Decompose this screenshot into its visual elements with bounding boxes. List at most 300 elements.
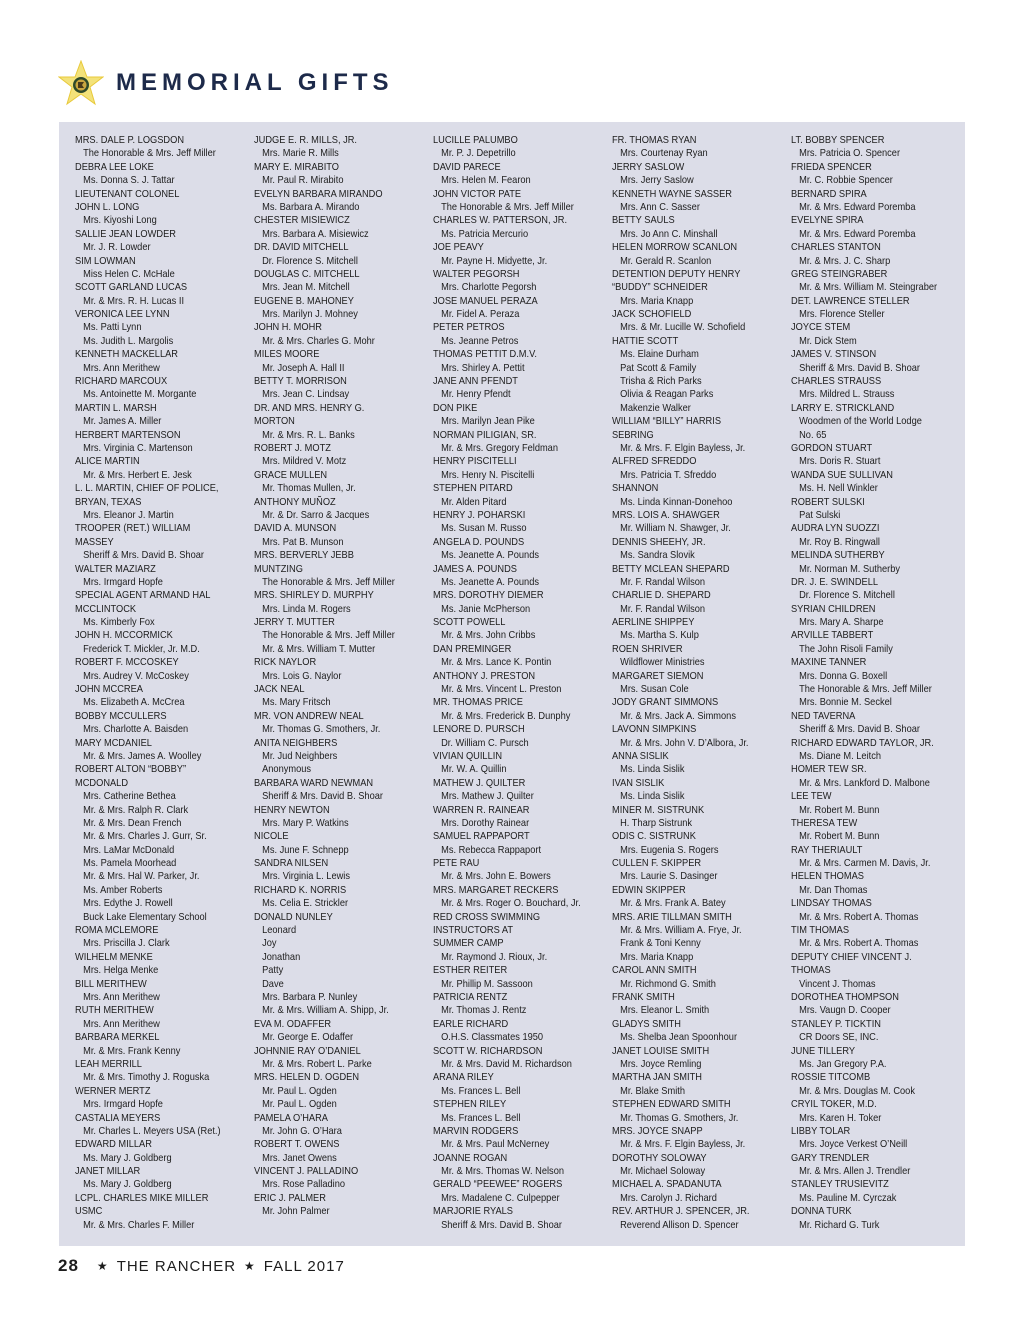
honoree-name: EVA M. ODAFFER bbox=[254, 1018, 332, 1030]
honoree-name: CRYIL TOKER, M.D. bbox=[791, 1099, 877, 1111]
donor-name: Patty bbox=[262, 965, 284, 977]
honoree-name: DENNIS SHEEHY, JR. bbox=[612, 536, 706, 548]
donor-name: Mr. Roy B. Ringwall bbox=[799, 536, 880, 548]
honoree-name: JACK SCHOFIELD bbox=[612, 309, 692, 321]
honoree-name: PAMELA O’HARA bbox=[254, 1112, 328, 1124]
donor-name: Mr. Jud Neighbers bbox=[262, 750, 338, 762]
honoree-name: JERRY SASLOW bbox=[612, 161, 685, 173]
honoree-name: SIM LOWMAN bbox=[75, 255, 136, 267]
honoree-name: MUNTZING bbox=[254, 563, 303, 575]
honoree-name: RICHARD K. NORRIS bbox=[254, 884, 347, 896]
honoree-name: GRACE MULLEN bbox=[254, 469, 328, 481]
honoree-name: MRS. DALE P. LOGSDON bbox=[75, 135, 185, 146]
honoree-name: DONALD NUNLEY bbox=[254, 911, 333, 923]
honoree-name: STEPHEN RILEY bbox=[433, 1099, 507, 1111]
donor-name: Ms. Martha S. Kulp bbox=[620, 630, 699, 642]
donor-name: Mr. & Dr. Sarro & Jacques bbox=[262, 509, 370, 521]
honoree-name: ANNA SISLIK bbox=[612, 750, 669, 762]
honoree-name: BARBARA WARD NEWMAN bbox=[254, 777, 374, 789]
honoree-name: MARY MCDANIEL bbox=[75, 737, 152, 749]
honoree-name: MRS. LOIS A. SHAWGER bbox=[612, 509, 720, 521]
column-1 bbox=[75, 134, 237, 1232]
honoree-name: GERALD “PEEWEE” ROGERS bbox=[433, 1179, 563, 1191]
donor-name: Mrs. Jo Ann C. Minshall bbox=[620, 228, 718, 240]
donor-name: Mr. George E. Odaffer bbox=[262, 1032, 354, 1044]
donor-name: Mrs. Eleanor J. Martin bbox=[83, 509, 174, 521]
honoree-name: JANE ANN PFENDT bbox=[433, 376, 518, 388]
honoree-name: STANLEY P. TICKTIN bbox=[791, 1018, 881, 1030]
donor-name: Mr. F. Randal Wilson bbox=[620, 603, 706, 615]
donor-name: Mr. & Mrs. Edward Poremba bbox=[799, 228, 916, 240]
honoree-name: DR. DAVID MITCHELL bbox=[254, 242, 349, 254]
donor-name: Mr. William N. Shawger, Jr. bbox=[620, 523, 731, 535]
donor-name: Mrs. Mary P. Watkins bbox=[262, 817, 349, 829]
honoree-name: CHESTER MISIEWICZ bbox=[254, 215, 350, 227]
donor-name: Ms. Donna S. J. Tattar bbox=[83, 175, 175, 187]
honoree-name: EDWIN SKIPPER bbox=[612, 884, 686, 896]
donor-name: Mr. Robert M. Bunn bbox=[799, 804, 880, 816]
donor-name: Mrs. Jean M. Mitchell bbox=[262, 282, 350, 294]
honoree-name: ODIS C. SISTRUNK bbox=[612, 831, 696, 843]
honoree-name: SAMUEL RAPPAPORT bbox=[433, 831, 530, 843]
donor-name: Sheriff & Mrs. David B. Shoar bbox=[83, 550, 204, 562]
donor-name: The Honorable & Mrs. Jeff Miller bbox=[799, 684, 932, 696]
donor-name: Dr. William C. Pursch bbox=[441, 737, 529, 749]
honoree-name: ROBERT SULSKI bbox=[791, 496, 865, 508]
donor-name: Mrs. Joyce Verkest O’Neill bbox=[799, 1139, 908, 1151]
donor-name: Ms. Jeanette A. Pounds bbox=[441, 550, 539, 562]
donor-name: Mr. & Mrs. R. L. Banks bbox=[262, 429, 355, 441]
honoree-name: CAROL ANN SMITH bbox=[612, 965, 697, 977]
donor-name: Mr. James A. Miller bbox=[83, 416, 162, 428]
donor-name: Ms. Frances L. Bell bbox=[441, 1085, 521, 1097]
donor-name: Mr. Blake Smith bbox=[620, 1085, 685, 1097]
donor-name: Mr. Dan Thomas bbox=[799, 884, 868, 896]
honoree-name: MARTHA JAN SMITH bbox=[612, 1072, 702, 1084]
honoree-name: MRS. BERVERLY JEBB bbox=[254, 550, 354, 562]
donor-name: Ms. Jeanette A. Pounds bbox=[441, 576, 539, 588]
donor-name: Makenzie Walker bbox=[620, 402, 691, 414]
donor-name: Jonathan bbox=[262, 951, 301, 963]
donor-name: Mrs. Maria Knapp bbox=[620, 951, 694, 963]
honoree-name: BETTY MCLEAN SHEPARD bbox=[612, 563, 730, 575]
honoree-name: HELEN MORROW SCANLON bbox=[612, 242, 738, 254]
donor-name: Mr. Richard G. Turk bbox=[799, 1219, 880, 1231]
donor-name: Mrs. Eugenia S. Rogers bbox=[620, 844, 719, 856]
donor-name: Sheriff & Mrs. David B. Shoar bbox=[799, 362, 920, 374]
honoree-name: DETENTION DEPUTY HENRY bbox=[612, 268, 741, 280]
honoree-name: ARANA RILEY bbox=[433, 1072, 494, 1084]
donor-name: The Honorable & Mrs. Jeff Miller bbox=[262, 630, 395, 642]
honoree-name: GARY TRENDLER bbox=[791, 1152, 870, 1164]
donor-name: Dr. Florence S. Mitchell bbox=[799, 590, 895, 602]
donor-name: Mrs. Marilyn Jean Pike bbox=[441, 416, 535, 428]
donor-name: Mrs. Vaugn D. Cooper bbox=[799, 1005, 891, 1017]
honoree-name: FRANK SMITH bbox=[612, 992, 675, 1003]
honoree-name: MAXINE TANNER bbox=[791, 657, 867, 669]
honoree-name: WANDA SUE SULLIVAN bbox=[791, 469, 893, 481]
column-4 bbox=[612, 134, 765, 1232]
honoree-name: STEPHEN EDWARD SMITH bbox=[612, 1099, 731, 1111]
donor-name: Mrs. Priscilla J. Clark bbox=[83, 938, 170, 950]
honoree-name: SHANNON bbox=[612, 483, 659, 495]
donor-name: Mrs. Charlotte Pegorsh bbox=[441, 282, 537, 294]
honoree-name: LIBBY TOLAR bbox=[791, 1125, 851, 1137]
honoree-name: AUDRA LYN SUOZZI bbox=[791, 523, 880, 535]
donor-name: Ms. Jeanne Petros bbox=[441, 335, 519, 347]
honoree-name: JACK NEAL bbox=[254, 684, 305, 696]
honoree-name: STEPHEN PITARD bbox=[433, 483, 513, 495]
honoree-name: DOROTHY SOLOWAY bbox=[612, 1152, 707, 1164]
donor-name: Mrs. LaMar McDonald bbox=[83, 844, 175, 856]
donor-name: Mr. & Mrs. Robert A. Thomas bbox=[799, 911, 919, 923]
honoree-name: LAVONN SIMPKINS bbox=[612, 724, 697, 736]
honoree-name: ROMA MCLEMORE bbox=[75, 925, 159, 937]
donor-name: Mr. Thomas Mullen, Jr. bbox=[262, 483, 356, 495]
honoree-name: JOHN MCCREA bbox=[75, 684, 143, 696]
honoree-name: EVELYNE SPIRA bbox=[791, 215, 864, 227]
donor-name: Mrs. Ann Merithew bbox=[83, 362, 160, 374]
donor-name: Mr. & Mrs. Gregory Feldman bbox=[441, 442, 559, 454]
honoree-name: CHARLIE D. SHEPARD bbox=[612, 590, 711, 602]
donor-name: Mr. Thomas J. Rentz bbox=[441, 1005, 527, 1017]
donor-name: Ms. Celia E. Strickler bbox=[262, 898, 349, 910]
donor-name: Mr. & Mrs. William T. Mutter bbox=[262, 643, 376, 655]
honoree-name: LT. BOBBY SPENCER bbox=[791, 135, 885, 146]
donor-name: Mrs. Bonnie M. Seckel bbox=[799, 697, 892, 709]
honoree-name: BERNARD SPIRA bbox=[791, 188, 867, 200]
honoree-name: MICHAEL A. SPADANUTA bbox=[612, 1179, 722, 1191]
donor-name: Dr. Florence S. Mitchell bbox=[262, 255, 358, 267]
donor-name: Mrs. Courtenay Ryan bbox=[620, 148, 708, 160]
honoree-name: LCPL. CHARLES MIKE MILLER bbox=[75, 1192, 209, 1204]
donor-name: Mrs. Patricia T. Sfreddo bbox=[620, 469, 717, 481]
donor-name: Woodmen of the World Lodge bbox=[799, 416, 922, 428]
donor-name: The Honorable & Mrs. Jeff Miller bbox=[262, 576, 395, 588]
donor-name: The John Risoli Family bbox=[799, 643, 893, 655]
donor-name: Mrs. Linda M. Rogers bbox=[262, 603, 351, 615]
honoree-name: REV. ARTHUR J. SPENCER, JR. bbox=[612, 1206, 750, 1218]
honoree-name: DAN PREMINGER bbox=[433, 643, 512, 655]
donor-name: Mr. & Mrs. Robert A. Thomas bbox=[799, 938, 919, 950]
honoree-name: HENRY NEWTON bbox=[254, 804, 330, 816]
donor-name: Mr. & Mrs. William M. Steingraber bbox=[799, 282, 938, 294]
donor-name: Mr. Alden Pitard bbox=[441, 496, 507, 508]
donor-name: Mrs. Florence Steller bbox=[799, 309, 885, 321]
donor-name: Mr. John Palmer bbox=[262, 1206, 330, 1218]
texas-star-badge-icon bbox=[58, 60, 104, 106]
donor-name: Mr. P. J. Depetrillo bbox=[441, 148, 516, 160]
donor-name: Mr. W. A. Quillin bbox=[441, 764, 507, 776]
honoree-name: PETE RAU bbox=[433, 858, 480, 870]
honoree-name: HATTIE SCOTT bbox=[612, 335, 679, 347]
honoree-name: ROBERT ALTON “BOBBY” bbox=[75, 764, 187, 776]
donor-name: Mr. & Mrs. Frederick B. Dunphy bbox=[441, 710, 571, 722]
honoree-name: BETTY SAULS bbox=[612, 215, 675, 227]
donor-name: Mrs. Mildred L. Strauss bbox=[799, 389, 895, 401]
donor-name: Mrs. Audrey V. McCoskey bbox=[83, 670, 189, 682]
donor-name: Mr. & Mrs. William A. Frye, Jr. bbox=[620, 925, 742, 937]
honoree-name: KENNETH MACKELLAR bbox=[75, 349, 178, 361]
donor-name: Mrs. Mathew J. Quilter bbox=[441, 791, 534, 803]
donor-name: Mr. & Mrs. Lankford D. Malbone bbox=[799, 777, 930, 789]
donor-name: Mrs. Irmgard Hopfe bbox=[83, 576, 163, 588]
honoree-name: ANTHONY MUÑOZ bbox=[254, 496, 336, 508]
honoree-name: MARTIN L. MARSH bbox=[75, 402, 157, 414]
donor-name: Frank & Toni Kenny bbox=[620, 938, 701, 950]
donor-name: Mrs. Jerry Saslow bbox=[620, 175, 694, 187]
donor-name: Mr. & Mrs. Thomas W. Nelson bbox=[441, 1166, 565, 1178]
honoree-name: SANDRA NILSEN bbox=[254, 858, 329, 870]
honoree-name: HELEN THOMAS bbox=[791, 871, 864, 883]
honoree-name: ERIC J. PALMER bbox=[254, 1192, 326, 1204]
honoree-name: JANET LOUISE SMITH bbox=[612, 1045, 710, 1057]
honoree-name: EUGENE B. MAHONEY bbox=[254, 295, 354, 307]
donor-name: Ms. Linda Sislik bbox=[620, 764, 685, 776]
donor-name: Mr. & Mrs. David M. Richardson bbox=[441, 1058, 572, 1070]
honoree-name: MASSEY bbox=[75, 536, 114, 548]
donor-name: Mrs. Doris R. Stuart bbox=[799, 456, 881, 468]
donor-name: Mrs. Donna G. Boxell bbox=[799, 670, 888, 682]
donor-name: Mr. Paul L. Ogden bbox=[262, 1085, 337, 1097]
donor-name: Mr. & Mrs. Charles J. Gurr, Sr. bbox=[83, 831, 207, 843]
donor-name: Mrs. Rose Palladino bbox=[262, 1179, 346, 1191]
honoree-name: DOUGLAS C. MITCHELL bbox=[254, 268, 360, 280]
honoree-name: JOSE MANUEL PERAZA bbox=[433, 295, 538, 307]
donor-name: Ms. Barbara A. Mirando bbox=[262, 201, 360, 213]
donor-name: Mr. & Mrs. Allen J. Trendler bbox=[799, 1166, 911, 1178]
honoree-name: CHARLES STRAUSS bbox=[791, 376, 882, 388]
donor-name: Mr. Norman M. Sutherby bbox=[799, 563, 901, 575]
honoree-name: L. L. MARTIN, CHIEF OF POLICE, bbox=[75, 483, 219, 495]
donor-name: Mrs. Ann C. Sasser bbox=[620, 201, 700, 213]
honoree-name: MCDONALD bbox=[75, 777, 129, 789]
donor-name: Mr. Fidel A. Peraza bbox=[441, 309, 520, 321]
honoree-name: EVELYN BARBARA MIRANDO bbox=[254, 188, 383, 200]
donor-name: Mr. Raymond J. Rioux, Jr. bbox=[441, 951, 548, 963]
donor-name: Mr. & Mrs. Douglas M. Cook bbox=[799, 1085, 915, 1097]
honoree-name: JODY GRANT SIMMONS bbox=[612, 697, 719, 709]
donor-name: Mr. & Mrs. Charles F. Miller bbox=[83, 1219, 195, 1231]
honoree-name: DR. J. E. SWINDELL bbox=[791, 576, 879, 588]
honoree-name: HENRY J. POHARSKI bbox=[433, 509, 526, 521]
honoree-name: AERLINE SHIPPEY bbox=[612, 617, 695, 629]
honoree-name: MORTON bbox=[254, 416, 295, 428]
donor-name: Mrs. Lois G. Naylor bbox=[262, 670, 342, 682]
donor-name: Mr. J. R. Lowder bbox=[83, 242, 151, 254]
donor-name: Mr. Joseph A. Hall II bbox=[262, 362, 345, 374]
honoree-name: SUMMER CAMP bbox=[433, 938, 504, 950]
honoree-name: STANLEY TRUSIEVITZ bbox=[791, 1179, 889, 1191]
donor-name: Mr. John G. O’Hara bbox=[262, 1125, 342, 1137]
donor-name: CR Doors SE, INC. bbox=[799, 1032, 879, 1044]
honoree-name: SCOTT POWELL bbox=[433, 617, 506, 629]
honoree-name: MATHEW J. QUILTER bbox=[433, 777, 526, 789]
donor-name: Mrs. Kiyoshi Long bbox=[83, 215, 157, 227]
honoree-name: ALFRED SFREDDO bbox=[612, 456, 697, 468]
honoree-name: VINCENT J. PALLADINO bbox=[254, 1166, 359, 1178]
donor-name: Mr. & Mrs. John V. D’Albora, Jr. bbox=[620, 737, 749, 749]
honoree-name: MARVIN RODGERS bbox=[433, 1125, 519, 1137]
honoree-name: FR. THOMAS RYAN bbox=[612, 135, 697, 146]
honoree-name: MRS. JOYCE SNAPP bbox=[612, 1125, 703, 1137]
honoree-name: IVAN SISLIK bbox=[612, 777, 665, 789]
donor-name: Mr. & Mrs. Charles G. Mohr bbox=[262, 335, 375, 347]
honoree-name: EDWARD MILLAR bbox=[75, 1139, 152, 1151]
honoree-name: KENNETH WAYNE SASSER bbox=[612, 188, 732, 200]
honoree-name: JOHN H. MCCORMICK bbox=[75, 630, 173, 642]
donor-name: Mr. & Mrs. Ralph R. Clark bbox=[83, 804, 189, 816]
honoree-name: LINDSAY THOMAS bbox=[791, 898, 872, 910]
honoree-name: NORMAN PILIGIAN, SR. bbox=[433, 429, 537, 441]
honoree-name: DAVID A. MUNSON bbox=[254, 523, 337, 535]
donor-name: Mr. Richmond G. Smith bbox=[620, 978, 716, 990]
honoree-name: ROBERT T. OWENS bbox=[254, 1139, 340, 1151]
honoree-name: VERONICA LEE LYNN bbox=[75, 309, 170, 321]
honoree-name: GLADYS SMITH bbox=[612, 1018, 682, 1030]
honoree-name: HOMER TEW SR. bbox=[791, 764, 867, 776]
donor-name: Mrs. Virginia L. Lewis bbox=[262, 871, 351, 883]
donor-name: Mrs. Henry N. Piscitelli bbox=[441, 469, 535, 481]
honoree-name: NICOLE bbox=[254, 831, 289, 843]
page-title: MEMORIAL GIFTS bbox=[116, 69, 394, 96]
donor-name: Pat Sulski bbox=[799, 509, 841, 521]
honoree-name: RED CROSS SWIMMING bbox=[433, 911, 541, 923]
donor-name: Mr. & Mrs. Robert L. Parke bbox=[262, 1058, 372, 1070]
honoree-name: ROEN SHRIVER bbox=[612, 643, 683, 655]
donor-name: Mrs. Patricia O. Spencer bbox=[799, 148, 901, 160]
honoree-name: MILES MOORE bbox=[254, 349, 320, 361]
honoree-name: ALICE MARTIN bbox=[75, 456, 140, 468]
donor-name: Frederick T. Mickler, Jr. M.D. bbox=[83, 643, 200, 655]
issue-label: FALL 2017 bbox=[263, 1257, 345, 1275]
honoree-name: GORDON STUART bbox=[791, 442, 873, 454]
donor-name: Ms. Janie McPherson bbox=[441, 603, 531, 615]
donor-name: No. 65 bbox=[799, 429, 827, 441]
donor-name: Mrs. Barbara P. Nunley bbox=[262, 992, 358, 1003]
donor-name: O.H.S. Classmates 1950 bbox=[441, 1032, 544, 1044]
donor-name: Mrs. Ann Merithew bbox=[83, 1018, 160, 1030]
honoree-name: RAY THERIAULT bbox=[791, 844, 863, 856]
column-2 bbox=[254, 134, 410, 1219]
donor-name: Ms. Frances L. Bell bbox=[441, 1112, 521, 1124]
honoree-name: WARREN R. RAINEAR bbox=[433, 804, 530, 816]
donor-name: Vincent J. Thomas bbox=[799, 978, 876, 990]
donor-name: Ms. Pauline M. Cyrczak bbox=[799, 1192, 897, 1204]
donor-name: Mrs. Janet Owens bbox=[262, 1152, 337, 1164]
honoree-name: PETER PETROS bbox=[433, 322, 505, 334]
honoree-name: JERRY T. MUTTER bbox=[254, 617, 335, 629]
donor-name: Ms. Sandra Slovik bbox=[620, 550, 695, 562]
page-number: 28 bbox=[58, 1256, 79, 1275]
donor-name: Sheriff & Mrs. David B. Shoar bbox=[799, 724, 920, 736]
donor-name: Mr. & Mrs. Jack A. Simmons bbox=[620, 710, 736, 722]
donor-name: Dave bbox=[262, 978, 284, 990]
donor-name: Mr. & Mrs. F. Elgin Bayless, Jr. bbox=[620, 442, 746, 454]
honoree-name: BARBARA MERKEL bbox=[75, 1032, 160, 1044]
donor-name: Ms. Jan Gregory P.A. bbox=[799, 1058, 887, 1070]
donor-name: Mr. & Mrs. R. H. Lucas II bbox=[83, 295, 185, 307]
donor-name: Mrs. Laurie S. Dasinger bbox=[620, 871, 718, 883]
donor-name: Leonard bbox=[262, 925, 297, 937]
donor-name: Ms. Linda Sislik bbox=[620, 791, 685, 803]
honoree-name: JUDGE E. R. MILLS, JR. bbox=[254, 135, 357, 146]
star-separator-icon: ★ bbox=[244, 1259, 256, 1273]
donor-name: The Honorable & Mrs. Jeff Miller bbox=[441, 201, 574, 213]
donor-name: Ms. Elizabeth A. McCrea bbox=[83, 697, 185, 709]
donor-name: Mr. Thomas G. Smothers, Jr. bbox=[262, 724, 381, 736]
honoree-name: VIVIAN QUILLIN bbox=[433, 750, 503, 762]
donor-name: Mr. & Mrs. Frank Kenny bbox=[83, 1045, 181, 1057]
honoree-name: SCOTT GARLAND LUCAS bbox=[75, 282, 188, 294]
honoree-name: LUCILLE PALUMBO bbox=[433, 135, 518, 146]
donor-name: Pat Scott & Family bbox=[620, 362, 697, 374]
donor-name: Mrs. Jean C. Lindsay bbox=[262, 389, 350, 401]
donor-name: Ms. H. Nell Winkler bbox=[799, 483, 878, 495]
donor-name: Ms. Mary J. Goldberg bbox=[83, 1179, 172, 1191]
donor-name: Ms. Mary J. Goldberg bbox=[83, 1152, 172, 1164]
honoree-name: MELINDA SUTHERBY bbox=[791, 550, 885, 562]
donor-name: Mrs. Pat B. Munson bbox=[262, 536, 344, 548]
honoree-name: SPECIAL AGENT ARMAND HAL bbox=[75, 590, 211, 602]
honoree-name: MRS. MARGARET RECKERS bbox=[433, 884, 559, 896]
honoree-name: GREG STEINGRABER bbox=[791, 268, 888, 280]
honoree-name: CASTALIA MEYERS bbox=[75, 1112, 161, 1124]
honoree-name: MRS. DOROTHY DIEMER bbox=[433, 590, 544, 602]
column-5 bbox=[791, 134, 953, 1232]
donor-name: Mr. C. Robbie Spencer bbox=[799, 175, 893, 187]
donor-name: Mr. Dick Stem bbox=[799, 335, 857, 347]
donor-name: Mrs. & Mr. Lucille W. Schofield bbox=[620, 322, 746, 334]
donor-name: Mr. Robert M. Bunn bbox=[799, 831, 880, 843]
donor-name: Mr. & Mrs. Frank A. Batey bbox=[620, 898, 726, 910]
honoree-name: WILLIAM “BILLY” HARRIS bbox=[612, 416, 721, 428]
donor-name: Mrs. Dorothy Rainear bbox=[441, 817, 530, 829]
honoree-name: THOMAS bbox=[791, 965, 831, 977]
honoree-name: MCCLINTOCK bbox=[75, 603, 137, 615]
honoree-name: JOHN H. MOHR bbox=[254, 322, 322, 334]
donor-name: Mr. Paul R. Mirabito bbox=[262, 175, 344, 187]
honoree-name: MRS. HELEN D. OGDEN bbox=[254, 1072, 360, 1084]
donor-name: Olivia & Reagan Parks bbox=[620, 389, 714, 401]
honoree-name: DET. LAWRENCE STELLER bbox=[791, 295, 910, 307]
honoree-name: JUNE TILLERY bbox=[791, 1045, 856, 1057]
donor-name: Ms. Kimberly Fox bbox=[83, 617, 155, 629]
honoree-name: JAMES A. POUNDS bbox=[433, 563, 517, 575]
honoree-name: CHARLES W. PATTERSON, JR. bbox=[433, 215, 568, 227]
donor-name: Mrs. Ann Merithew bbox=[83, 992, 160, 1003]
donor-name: Mrs. Joyce Remling bbox=[620, 1058, 702, 1070]
honoree-name: CHARLES STANTON bbox=[791, 242, 881, 254]
donor-name: Wildflower Ministries bbox=[620, 657, 705, 669]
donor-name: Joy bbox=[262, 938, 277, 950]
honoree-name: ROBERT J. MOTZ bbox=[254, 442, 331, 454]
donor-name: Mrs. Edythe J. Rowell bbox=[83, 898, 173, 910]
donor-name: Ms. June F. Schnepp bbox=[262, 844, 349, 856]
donor-name: Mr. & Mrs. Edward Poremba bbox=[799, 201, 916, 213]
donor-name: Mrs. Madalene C. Culpepper bbox=[441, 1192, 560, 1204]
donor-name: Mr. & Mrs. Hal W. Parker, Jr. bbox=[83, 871, 200, 883]
honoree-name: ANTHONY J. PRESTON bbox=[433, 670, 536, 682]
honoree-name: MR. VON ANDREW NEAL bbox=[254, 710, 364, 722]
honoree-name: TROOPER (RET.) WILLIAM bbox=[75, 523, 191, 535]
donor-name: Sheriff & Mrs. David B. Shoar bbox=[262, 791, 383, 803]
honoree-name: JOYCE STEM bbox=[791, 322, 851, 334]
donor-name: H. Tharp Sistrunk bbox=[620, 817, 693, 829]
honoree-name: THOMAS PETTIT D.M.V. bbox=[433, 349, 538, 361]
honoree-name: MARY E. MIRABITO bbox=[254, 161, 339, 173]
donor-name: Mr. & Mrs. Herbert E. Jesk bbox=[83, 469, 192, 481]
